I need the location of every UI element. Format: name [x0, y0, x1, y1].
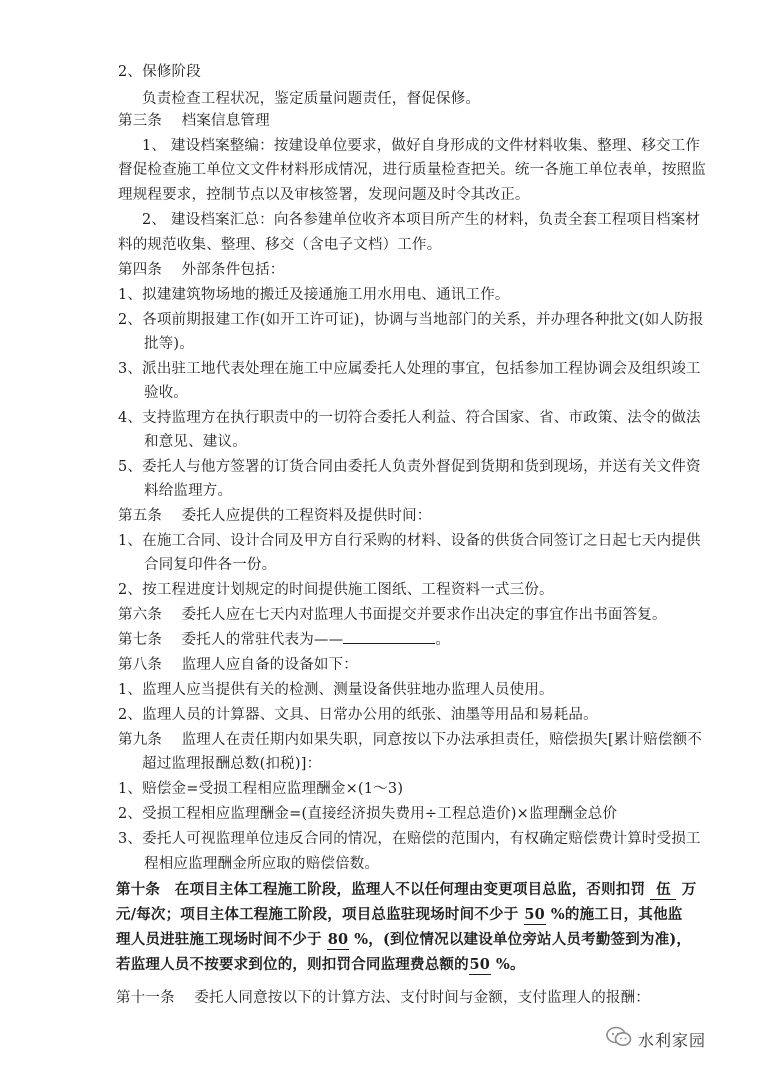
article-heading: 第八条 监理人应自备的设备如下：	[118, 657, 359, 673]
text-line: 理规程要求，控制节点以及审核签署，发现问题及时令其改正。	[118, 187, 530, 203]
representative-blank	[343, 643, 435, 644]
article-heading: 第五条 委托人应提供的工程资料及提供时间：	[118, 508, 432, 524]
article-10-text: 理人员进驻施工现场时间不少于	[116, 931, 328, 948]
text-line: 2、监理人员的计算器、文具、日常办公用的纸张、油墨等用品和易耗品。	[118, 707, 598, 723]
fee-penalty-percent: 50	[469, 956, 491, 973]
article-10-text: %，(到位情况以建设单位旁站人员考勤签到为准)，	[349, 931, 692, 948]
article-10-text: 万	[676, 881, 697, 898]
article-7-line	[118, 630, 450, 650]
text-line: 2、 建设档案汇总：向各参建单位收齐本项目所产生的材料，负责全套工程项目档案材	[142, 212, 701, 228]
text-line: 3、委托人可视监理单位违反合同的情况，在赔偿的范围内，有权确定赔偿费计算时受损工	[118, 831, 701, 847]
article-10-text: 元/每次；项目主体工程施工阶段，项目总监驻现场时间不少于	[116, 906, 524, 923]
text-line: 料给监理方。	[144, 483, 233, 499]
article-heading: 第四条 外部条件包括：	[118, 262, 285, 278]
text-line: 合同复印件各一份。	[144, 557, 277, 573]
article-10-line-1	[116, 880, 696, 900]
text-line: 4、支持监理方在执行职责中的一切符合委托人利益、符合国家、省、市政策、法令的做法	[118, 410, 701, 426]
article-10-text: 第十条 在项目主体工程施工阶段，监理人不以任何理由变更项目总监，否则扣罚	[116, 881, 651, 898]
text-line: 验收。	[144, 385, 189, 401]
text-line: 1、 建设档案整编：按建设单位要求，做好自身形成的文件材料收集、整理、移交工作	[142, 138, 701, 154]
text-line: 1、赔偿金=受损工程相应监理酬金×(1～3)	[118, 781, 404, 797]
text-line: 5、委托人与他方签署的订货合同由委托人负责外督促到货期和货到现场，并送有关文件资	[118, 459, 701, 475]
text-line: 3、派出驻工地代表处理在施工中应属委托人处理的事宜，包括参加工程协调会及组织竣工	[118, 361, 701, 377]
staff-presence-percent: 80	[327, 931, 349, 948]
article-heading: 第十一条 委托人同意按以下的计算方法、支付时间与金额，支付监理人的报酬：	[116, 990, 651, 1006]
text-line: 2、按工程进度计划规定的时间提供施工图纸、工程资料一式三份。	[118, 582, 554, 598]
text-line: 负责检查工程状况，鉴定质量问题责任，督促保修。	[142, 91, 481, 107]
article-10-text: %的施工日，其他监	[545, 906, 683, 923]
article-7-prefix: 第七条 委托人的常驻代表为——	[118, 632, 344, 648]
article-10-text: 若监理人员不按要求到位的，则扣罚合同监理费总额的	[116, 956, 469, 973]
article-10-text: %。	[490, 956, 525, 973]
text-line: 批等)。	[144, 336, 194, 352]
text-line: 料的规范收集、整理、移交（含电子文档）工作。	[118, 237, 442, 253]
text-line: 程相应监理酬金所应取的赔偿倍数。	[144, 856, 380, 872]
text-line: 1、拟建建筑物场地的搬迁及接通施工用水用电、通讯工作。	[118, 287, 510, 303]
article-7-suffix: 。	[435, 632, 451, 648]
text-line: 和意见、建议。	[144, 434, 247, 450]
article-10-line-2	[116, 905, 682, 925]
chief-presence-percent: 50	[524, 906, 545, 923]
article-10-line-4	[116, 955, 525, 975]
text-line: 超过监理报酬总数(扣税)]：	[142, 756, 322, 772]
article-heading: 第九条 监理人在责任期内如果失职，同意按以下办法承担责任，赔偿损失[累计赔偿额不	[118, 732, 702, 748]
watermark	[606, 1026, 706, 1052]
article-heading: 第三条 档案信息管理	[118, 113, 270, 129]
watermark-text: 水利家园	[638, 1030, 707, 1050]
article-heading: 第六条 委托人应在七天内对监理人书面提交并要求作出决定的事宜作出书面答复。	[118, 607, 667, 623]
text-line: 2、受损工程相应监理酬金=(直接经济损失费用÷工程总造价)×监理酬金总价	[118, 806, 618, 822]
text-line: 1、监理人应当提供有关的检测、测量设备供驻地办监理人员使用。	[118, 682, 554, 698]
text-line: 2、保修阶段	[118, 64, 201, 80]
text-line: 督促检查施工单位文文件材料形成情况，进行质量检查把关。统一各施工单位表单，按照监	[118, 162, 706, 178]
text-line: 1、在施工合同、设计合同及甲方自行采购的材料、设备的供货合同签订之日起七天内提供	[118, 533, 701, 549]
text-line: 2、各项前期报建工作(如开工许可证)，协调与当地部门的关系，并办理各种批文(如人防报	[118, 312, 704, 328]
wechat-icon	[606, 1026, 632, 1052]
article-10-line-3	[116, 930, 691, 950]
penalty-amount: 伍	[650, 881, 676, 900]
